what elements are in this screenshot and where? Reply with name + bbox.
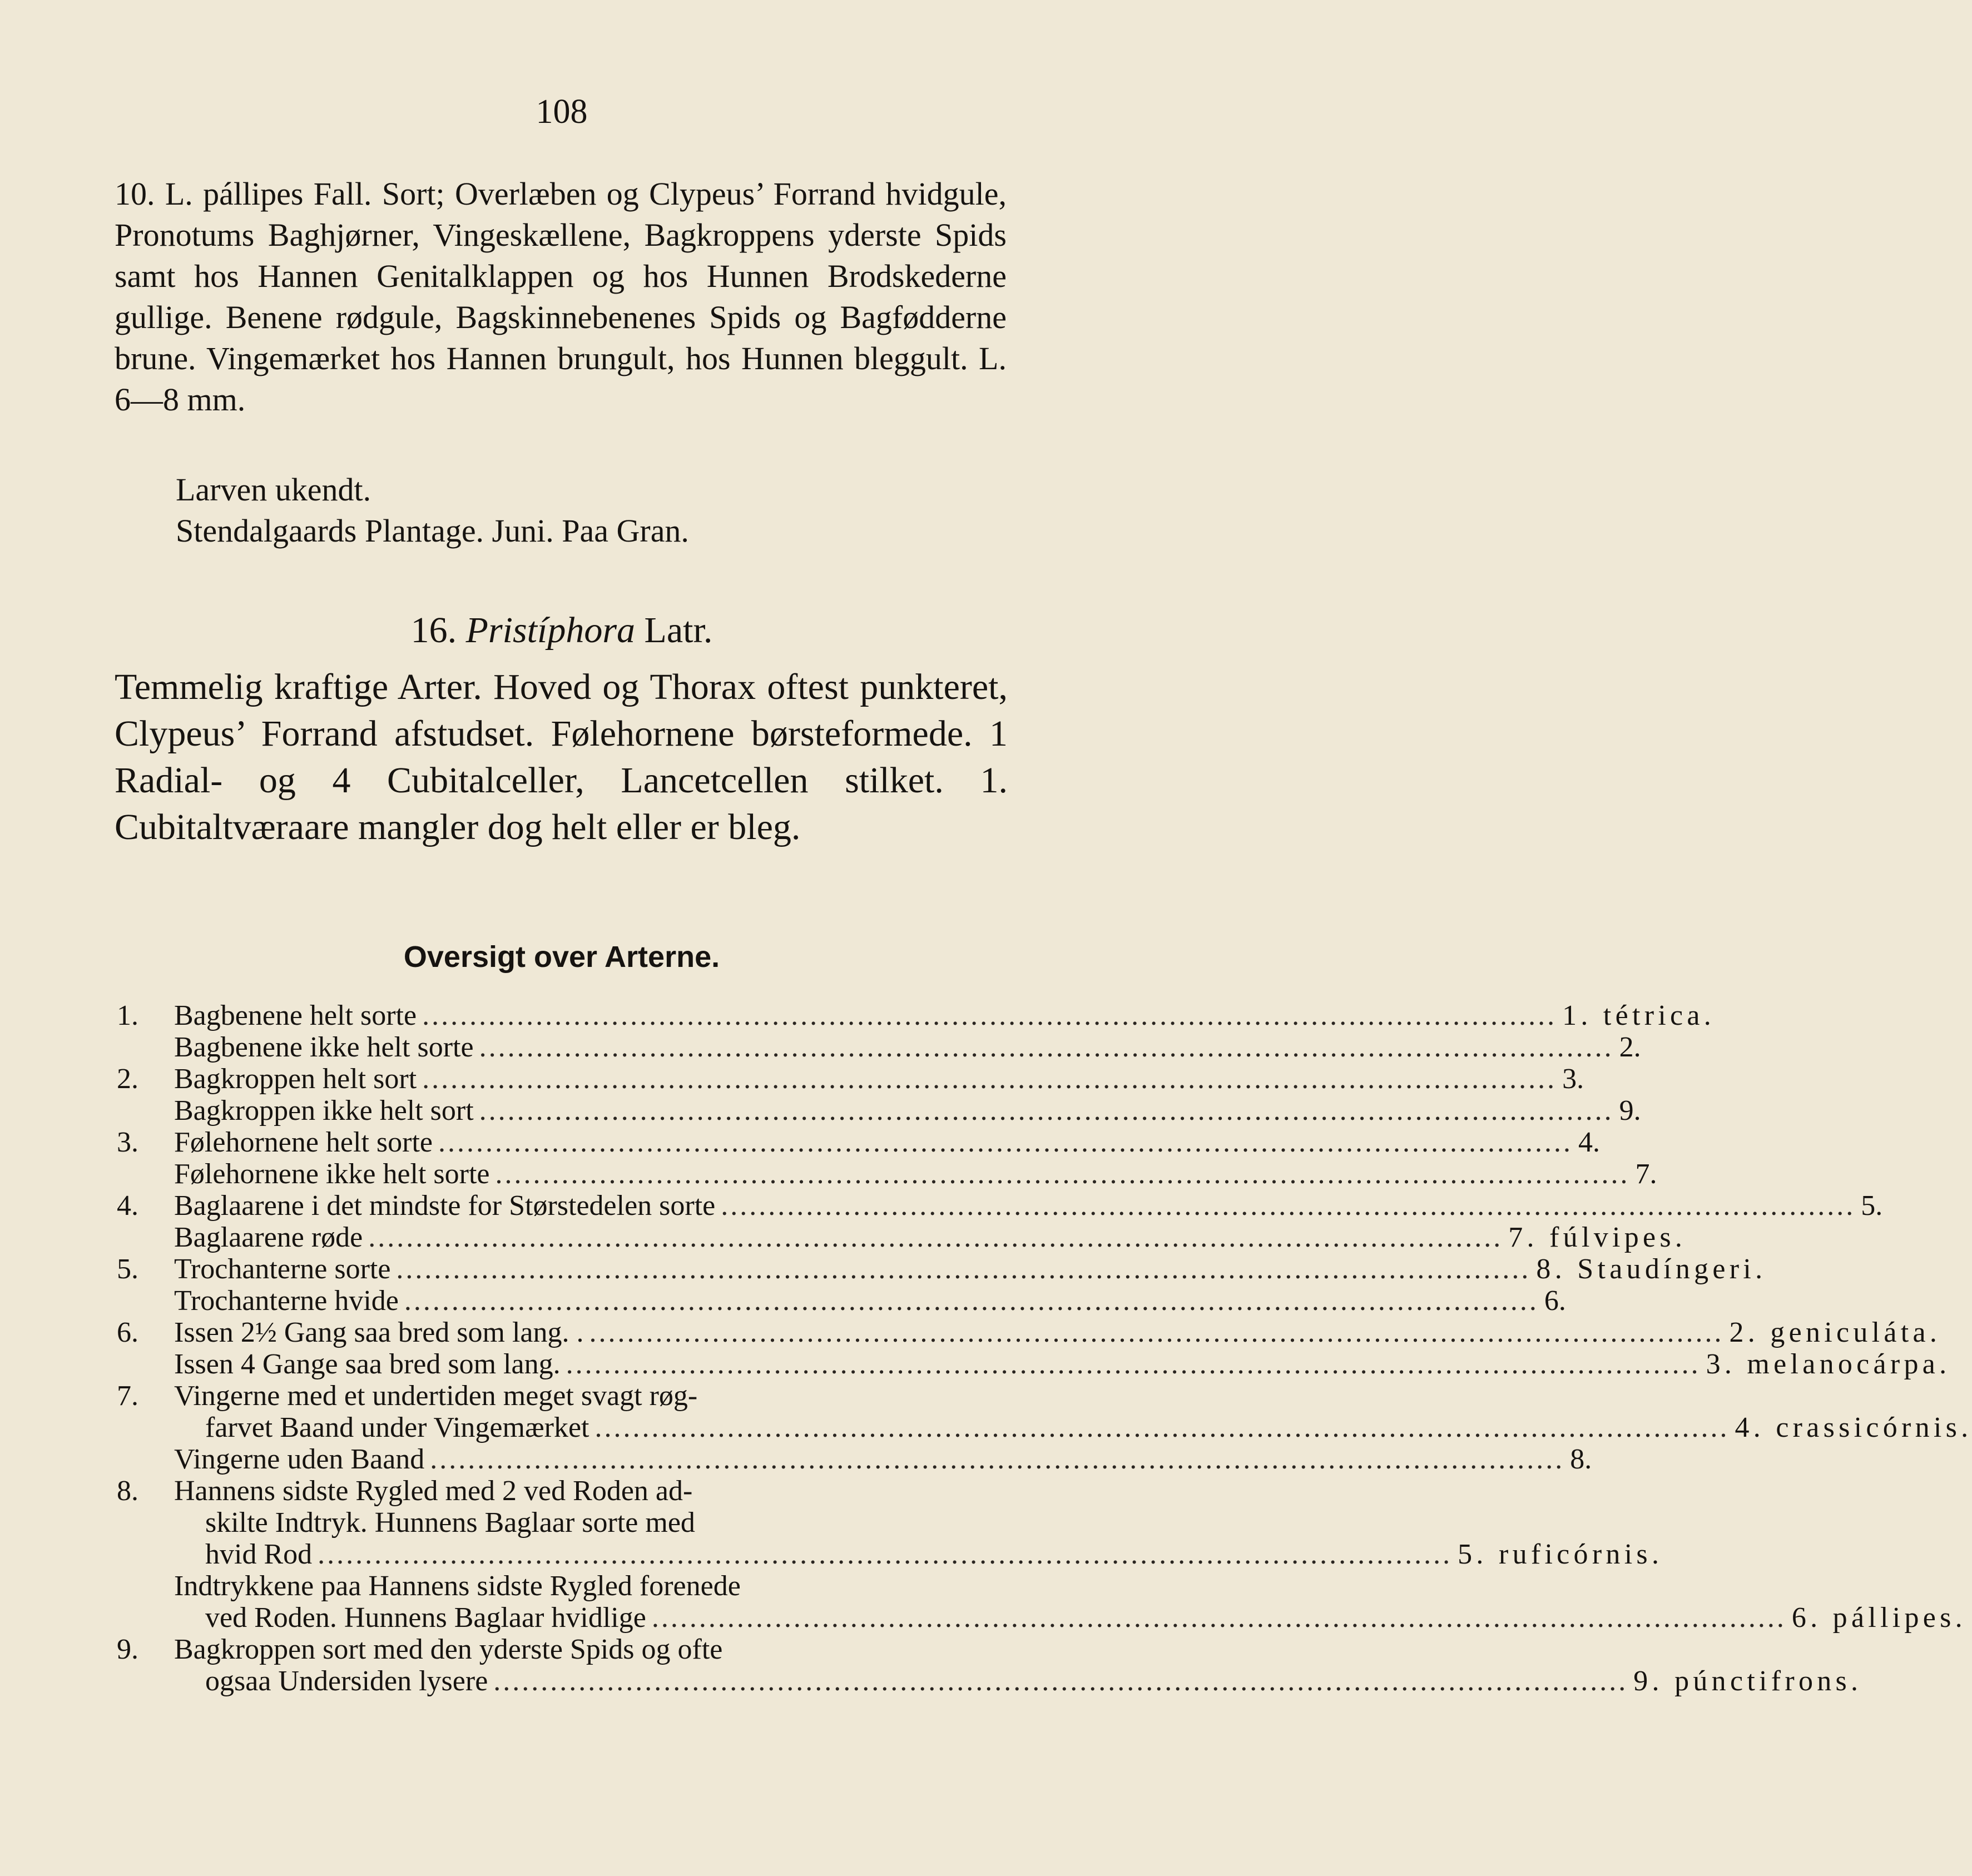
dot-leader: ........................................................................................................................ [422, 1000, 1557, 1031]
key-row-number: 8. [117, 1475, 138, 1507]
key-row-text: Bagkroppen sort med den yderste Spids og ofte [174, 1634, 723, 1665]
dot-leader: ........................................................................................................................ [594, 1412, 1730, 1443]
key-row-text: Trochanterne sorte [174, 1253, 391, 1285]
locality-note: Stendalgaards Plantage. Juni. Paa Gran. [176, 513, 689, 549]
key-heading: Oversigt over Arterne. [403, 940, 720, 974]
key-row-text: Bagbenene ikke helt sorte [174, 1031, 474, 1063]
dot-leader: ........................................................................................................................ [404, 1285, 1539, 1317]
key-row-number: 1. [117, 1000, 138, 1031]
dot-leader: ........................................................................................................................ [438, 1126, 1573, 1158]
key-row-number: 2. [117, 1063, 138, 1095]
key-row-text: Bagkroppen ikke helt sort [174, 1095, 474, 1126]
key-row-text: Baglaarene røde [174, 1222, 363, 1253]
key-row [117, 1475, 1012, 1507]
key-row [117, 1538, 1663, 1570]
key-row-number: 6. [117, 1317, 138, 1348]
dot-leader: ........................................................................................................................ [396, 1253, 1531, 1285]
key-row-text: Trochanterne hvide [174, 1285, 399, 1317]
key-row-result: 6. [1544, 1285, 1566, 1317]
key-row [117, 1602, 1966, 1634]
key-row-text: hvid Rod [205, 1538, 313, 1570]
key-row-result: 8. Staudíngeri. [1536, 1253, 1767, 1285]
key-row-number: 3. [117, 1126, 138, 1158]
key-row [117, 1222, 1687, 1253]
key-row-text: Vingerne uden Baand [174, 1443, 425, 1475]
dot-leader: ........................................................................................................................ [430, 1443, 1565, 1475]
key-row [117, 1126, 1600, 1158]
key-row-text: ogsaa Undersiden lysere [205, 1665, 488, 1697]
key-row-result: 2. geniculáta. [1729, 1317, 1941, 1348]
key-row [117, 1158, 1657, 1190]
genus-description: Temmelig kraftige Arter. Hoved og Thorax oftest punkteret, Clypeus’ Forrand afstudset. Følehornene børsteformede. 1 Radial- og 4 Cubitalceller, Lancetcellen stilket. 1. Cubitaltværaare mangler dog helt eller er bleg. [115, 667, 1008, 847]
key-row-result: 7. fúlvipes. [1508, 1222, 1687, 1253]
key-row-text: Bagbenene helt sorte [174, 1000, 417, 1031]
key-row [117, 1253, 1767, 1285]
key-row-result: 6. pállipes. [1791, 1602, 1966, 1634]
key-row-result: 9. [1619, 1095, 1641, 1126]
key-row [117, 1412, 1972, 1443]
species-description: 10. L. pállipes Fall. Sort; Overlæben og Clypeus’ Forrand hvidgule, Pronotums Baghjørner, Vingeskællene, Bagkroppens yderste Spids samt hos Hannen Genitalklappen og hos Hunnen Brodskederne gullige. Benene rødgule, Bagskinnebenenes Spids og Bagfødderne brune. Vingemærket hos Hannen brungult, hos Hunnen bleggult. L. 6—8 mm. [115, 176, 1007, 418]
key-row [117, 1285, 1566, 1317]
genus-name: Pristíphora [465, 610, 636, 651]
dot-leader: ........................................................................................................................ [493, 1665, 1628, 1697]
key-row-text: Vingerne med et undertiden meget svagt røg- [174, 1380, 698, 1412]
key-row-result: 3. [1562, 1063, 1584, 1095]
key-row-text: Følehornene ikke helt sorte [174, 1158, 490, 1190]
key-row [117, 1507, 1012, 1538]
key-row [117, 1380, 1012, 1412]
key-row-result: 5. [1861, 1190, 1883, 1222]
dot-leader: ........................................................................................................................ [721, 1190, 1856, 1222]
species-entry [115, 173, 1007, 420]
key-row-text: Issen 4 Gange saa bred som lang. [174, 1348, 561, 1380]
key-row-text: farvet Baand under Vingemærket [205, 1412, 589, 1443]
dot-leader: ........................................................................................................................ [495, 1158, 1630, 1190]
key-row-text: Indtrykkene paa Hannens sidste Rygled forenede [174, 1570, 741, 1602]
key-row-result: 3. melanocárpa. [1706, 1348, 1951, 1380]
key-row-result: 7. [1635, 1158, 1657, 1190]
key-row-text: Følehornene helt sorte [174, 1126, 433, 1158]
dot-leader: ........................................................................................................................ [479, 1031, 1614, 1063]
genus-number: 16. [410, 610, 457, 651]
key-row [117, 1443, 1592, 1475]
key-row-number: 7. [117, 1380, 138, 1412]
key-row [117, 1348, 1951, 1380]
key-row-number: 5. [117, 1253, 138, 1285]
key-row [117, 1095, 1641, 1126]
dot-leader: ........................................................................................................................ [318, 1538, 1453, 1570]
key-row [117, 1317, 1941, 1348]
key-row [117, 1190, 1883, 1222]
key-row-result: 8. [1570, 1443, 1592, 1475]
key-row-result: 9. púnctifrons. [1633, 1665, 1862, 1697]
key-row-result: 4. [1578, 1126, 1600, 1158]
key-row-number: 4. [117, 1190, 138, 1222]
key-row-number: 9. [117, 1634, 138, 1665]
dot-leader: ........................................................................................................................ [589, 1317, 1724, 1348]
genus-heading [0, 609, 1123, 652]
key-row-result: 2. [1619, 1031, 1641, 1063]
key-row-result: 1. tétrica. [1562, 1000, 1716, 1031]
key-row-text: ved Roden. Hunnens Baglaar hvidlige [205, 1602, 646, 1634]
species-notes [115, 469, 1007, 552]
key-row-text: Hannens sidste Rygled med 2 ved Roden ad- [174, 1475, 693, 1507]
key-row-text: Issen 2½ Gang saa bred som lang. . [174, 1317, 584, 1348]
dot-leader: ........................................................................................................................ [422, 1063, 1557, 1095]
key-row [117, 1031, 1641, 1063]
dot-leader: ........................................................................................................................ [368, 1222, 1503, 1253]
key-row [117, 1665, 1862, 1697]
key-row-result: 4. crassicórnis. [1735, 1412, 1972, 1443]
key-row [117, 1000, 1716, 1031]
key-row [117, 1570, 1012, 1602]
page-number: 108 [536, 93, 588, 131]
identification-key [117, 1000, 1972, 1697]
key-row [117, 1634, 1012, 1665]
dot-leader: ........................................................................................................................ [479, 1095, 1614, 1126]
genus-author: Latr. [644, 610, 713, 651]
key-row [117, 1063, 1584, 1095]
key-row-text: skilte Indtryk. Hunnens Baglaar sorte med [205, 1507, 695, 1538]
key-row-text: Baglaarene i det mindste for Størstedelen sorte [174, 1190, 716, 1222]
key-row-result: 5. ruficórnis. [1458, 1538, 1663, 1570]
dot-leader: ........................................................................................................................ [566, 1348, 1701, 1380]
larva-note: Larven ukendt. [176, 472, 371, 508]
key-row-text: Bagkroppen helt sort [174, 1063, 417, 1095]
dot-leader: ........................................................................................................................ [651, 1602, 1786, 1634]
